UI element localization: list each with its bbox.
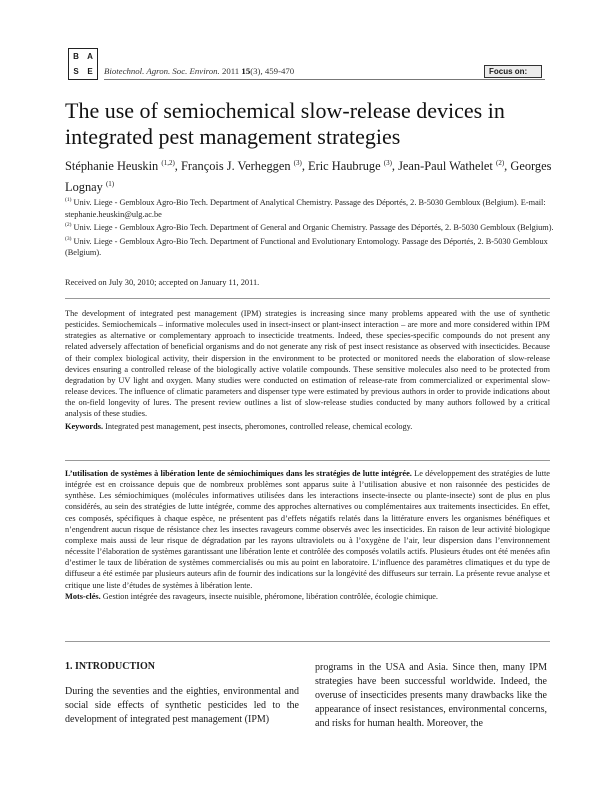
logo-letter: E — [87, 66, 93, 76]
affiliation-item — [65, 195, 555, 220]
logo-letter: A — [87, 51, 93, 61]
resume-title: L’utilisation de systèmes à libération lente de sémiochimiques dans les stratégies de lutte intégrée. — [65, 469, 412, 478]
author-separator: , — [301, 159, 309, 174]
abstract-keywords — [65, 421, 550, 432]
affiliation-number: (2) — [65, 222, 72, 229]
mots-cles-text: Gestion intégrée des ravageurs, insecte nuisible, phéromone, libération contrôlée, écologie chimique. — [100, 591, 439, 601]
resume — [65, 468, 550, 602]
affiliation-text: Univ. Liege - Gembloux Agro-Bio Tech. Department of Functional and Evolutionary Entomology. Passage des Déportés, 2. B-5030 Gembloux (Belgium). — [65, 236, 548, 258]
author-separator: , — [174, 159, 181, 174]
received-date: Received on July 30, 2010; accepted on January 11, 2011. — [65, 278, 260, 287]
header-rule — [104, 79, 545, 80]
mots-cles-label: Mots-clés. — [65, 591, 101, 601]
journal-logo — [68, 48, 98, 80]
body-column-left — [65, 685, 299, 727]
body-paragraph: During the seventies and the eighties, environmental and social side effects of synthetic pesticides led to the development of integrated pest management (IPM) — [65, 686, 299, 725]
affiliation-item — [65, 234, 555, 259]
resume-keywords — [65, 591, 550, 602]
resume-text — [65, 468, 550, 591]
affiliation-item — [65, 220, 555, 234]
author-name: François J. Verheggen — [181, 159, 291, 174]
keywords-label: Keywords. — [65, 421, 104, 431]
author-name: Jean-Paul Wathelet — [398, 159, 493, 174]
journal-citation — [104, 66, 294, 76]
affiliation-text: Univ. Liege - Gembloux Agro-Bio Tech. Department of General and Organic Chemistry. Passage des Déportés, 2. B-5030 Gembloux (Belgium). — [73, 223, 554, 233]
author-separator: , — [391, 159, 399, 174]
affiliation-number: (3) — [65, 235, 72, 242]
author-affiliation-mark: (1,2) — [161, 159, 175, 167]
logo-letter: B — [73, 51, 79, 61]
body-column-right — [315, 661, 547, 731]
author-affiliation-mark: (3) — [293, 159, 302, 167]
author-affiliation-mark: (2) — [496, 159, 505, 167]
author-list — [65, 155, 555, 196]
journal-name: Biotechnol. Agron. Soc. Environ. — [104, 66, 220, 76]
section-heading: 1. INTRODUCTION — [65, 661, 156, 672]
resume-bottom-rule — [65, 641, 550, 642]
affiliations — [65, 195, 555, 259]
author-name: Georges Lognay — [65, 159, 552, 194]
abstract — [65, 308, 550, 432]
logo-letter: S — [73, 66, 79, 76]
affiliation-number: (1) — [65, 197, 72, 203]
body-paragraph: programs in the USA and Asia. Since then, many IPM strategies have been successful worldwide. Indeed, the overuse of insecticides presents many drawbacks like the appearance of insect resistances, environmental concerns, and risks for human health. Moreover, the — [315, 662, 547, 729]
affiliation-text: Univ. Liege - Gembloux Agro-Bio Tech. Department of Analytical Chemistry. Passage des Déportés, 2. B-5030 Gembloux (Belgium). E-mail: stephanie.heuskin@ulg.ac.be — [65, 197, 546, 219]
journal-year: 2011 — [221, 66, 240, 76]
keywords-text: Integrated pest management, pest insects, pheromones, controlled release, chemical ecology. — [103, 421, 413, 431]
journal-volume: 15 — [241, 66, 251, 76]
journal-pages: (3), 459-470 — [250, 66, 295, 76]
author-affiliation-mark: (1) — [105, 179, 115, 188]
abstract-bottom-rule — [65, 460, 550, 461]
author-separator: , — [504, 159, 511, 174]
author-name: Eric Haubruge — [308, 159, 381, 174]
author-name: Stéphanie Heuskin — [65, 159, 159, 174]
abstract-text: The development of integrated pest management (IPM) strategies is increasing since many problems appeared with the use of synthetic pesticides. Semiochemicals – informative molecules used in insect-insect or plant-insect interaction – are more and more considered within IPM strategies as alternative or complementary approach to insecticide treatments. Indeed, these species-specific compounds do not present any related adversely affectation of beneficial organisms and do not generate any risk of pest insect resistance as observed with insecticides. Because of their complex biological activity, their dispersion in the environment to be protected or monitored needs the elaboration of slow-release devices ensuring a controlled release of the biologically active volatile compounds. These sensitive molecules also need to be protected from degradation by UV light and oxygen. Many studies were conducted on estimation of release-rate from commercialized or experimental slow-release devices. The influence of climatic parameters and dispenser type were estimated by previous authors in order to provide indications about the on-field longevity of lures. The present review outlines a list of slow-release studies conducted by many authors followed by a critical analysis of these studies. — [65, 309, 550, 419]
resume-body: Le développement des stratégies de lutte intégrée est en croissance depuis que de nombreux problèmes sont apparus suite à l’utilisation abusive et non raisonnée des pesticides de synthèse. Les sémiochimiques (molécules informatives utilisées dans les interactions insecte-insecte ou plante-insecte) sont de plus en plus considérés, au sein des stratégies de lutte intégrée, comme des approches alternatives ou complémentaires aux traitements insecticides. En effet, ces composés, spécifiques à chaque espèce, ne présentent pas d’effets négatifs relatés dans la littérature envers les organismes bénéfiques et n’engendrent aucun risque de résistance chez les insectes ravageurs comme observés avec les insecticides. En raison de leur activité biologique complexe mais aussi de leur risque de dégradation par les rayons ultraviolets ou à l’oxygène de l’air, leur dispersion dans l’environnement nécessite l’élaboration de systèmes garantissant une libération lente et contrôlée des composés volatils actifs. Plusieurs études ont été menées afin d’estimer le taux de libération de systèmes commercialisés ou mis au point en laboratoire. L’influence des paramètres climatiques et du type de diffuseur a été estimée par plusieurs auteurs afin de fournir des indications sur la longévité des diffuseurs sur terrain. La présente revue analyse et critique une liste d’études de systèmes à libération lente. — [65, 469, 550, 590]
author-affiliation-mark: (3) — [383, 159, 392, 167]
article-title: The use of semiochemical slow-release devices in integrated pest management strategies — [65, 98, 505, 149]
abstract-top-rule — [65, 298, 550, 299]
focus-badge: Focus on: — [484, 65, 542, 78]
